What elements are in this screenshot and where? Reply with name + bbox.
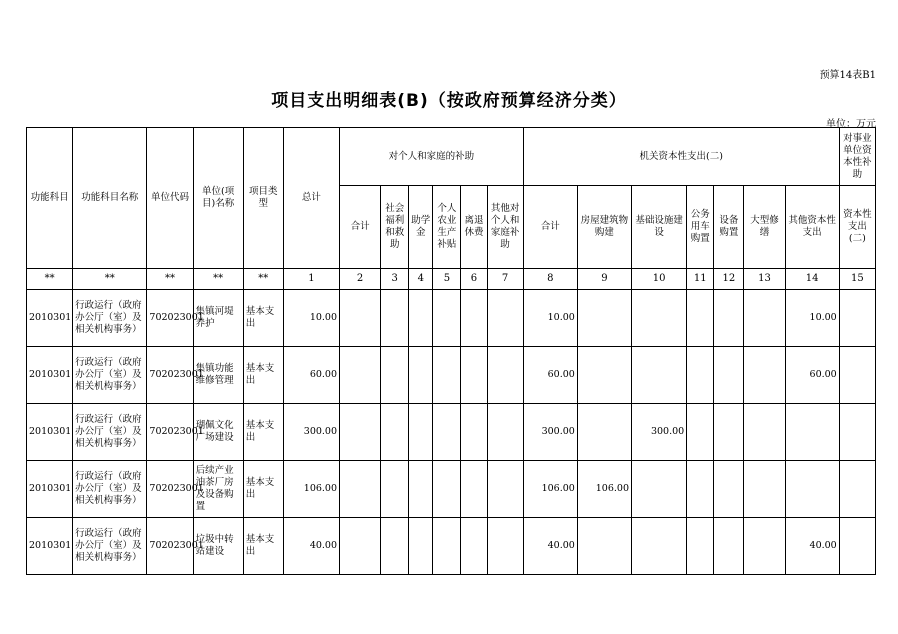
col-p-grant: 助学金: [409, 186, 433, 269]
num-cell: 11: [687, 269, 714, 290]
num-cell: 9: [577, 269, 631, 290]
col-unit-name: 单位(项目)名称: [193, 128, 243, 269]
cell-empty: [433, 404, 461, 461]
cell-empty: [487, 290, 523, 347]
cell-empty: [433, 290, 461, 347]
cell-unit-name: 集镇河堤养护: [193, 290, 243, 347]
num-cell: **: [73, 269, 147, 290]
cell-empty: [487, 347, 523, 404]
group-enterprise: 对事业单位资本性补助: [839, 128, 875, 186]
col-p-retire: 离退休费: [461, 186, 487, 269]
cell-empty: [381, 518, 409, 575]
col-c-building: 房屋建筑物购建: [577, 186, 631, 269]
cell-unit-name: 后续产业油茶厂房及设备购置: [193, 461, 243, 518]
col-total: 总计: [283, 128, 339, 269]
cell-empty: [340, 347, 381, 404]
cell-empty: [340, 290, 381, 347]
col-func-code: 功能科目: [27, 128, 73, 269]
cell-empty: [744, 404, 785, 461]
table-row: [27, 461, 876, 518]
num-cell: **: [193, 269, 243, 290]
cell-unit-code: 702023001: [147, 290, 193, 347]
cell-empty: [461, 404, 487, 461]
cell-empty: [714, 461, 744, 518]
cell-c-other: 60.00: [785, 347, 839, 404]
cell-empty: [744, 290, 785, 347]
cell-total: 10.00: [283, 290, 339, 347]
cell-c-total: 60.00: [523, 347, 577, 404]
cell-func-name: 行政运行（政府办公厅（室）及相关机构事务）: [73, 347, 147, 404]
cell-c-building: [577, 347, 631, 404]
cell-c-other: [785, 461, 839, 518]
cell-empty: [433, 347, 461, 404]
col-p-other: 其他对个人和家庭补助: [487, 186, 523, 269]
cell-func-name: 行政运行（政府办公厅（室）及相关机构事务）: [73, 290, 147, 347]
col-p-agri: 个人农业生产补贴: [433, 186, 461, 269]
cell-empty: [744, 518, 785, 575]
cell-empty: [381, 404, 409, 461]
cell-c-other: [785, 404, 839, 461]
cell-c-building: [577, 518, 631, 575]
cell-proj-type: 基本支出: [243, 347, 283, 404]
num-cell: 10: [632, 269, 687, 290]
num-cell: 3: [381, 269, 409, 290]
cell-c-infra: [632, 518, 687, 575]
column-number-row: [27, 269, 876, 290]
cell-empty: [687, 290, 714, 347]
cell-empty: [839, 518, 875, 575]
table-code: 预算14表B1: [819, 70, 876, 81]
group-capital: 机关资本性支出(二): [523, 128, 839, 186]
num-cell: 13: [744, 269, 785, 290]
num-cell: 4: [409, 269, 433, 290]
cell-func-code: 2010301: [27, 518, 73, 575]
cell-unit-name: 集镇功能维修管理: [193, 347, 243, 404]
cell-empty: [687, 347, 714, 404]
cell-empty: [714, 290, 744, 347]
cell-empty: [487, 461, 523, 518]
cell-func-name: 行政运行（政府办公厅（室）及相关机构事务）: [73, 518, 147, 575]
cell-c-infra: [632, 461, 687, 518]
num-cell: 12: [714, 269, 744, 290]
cell-empty: [687, 461, 714, 518]
col-proj-type: 项目类型: [243, 128, 283, 269]
cell-unit-name: 瑚佩文化广场建设: [193, 404, 243, 461]
cell-c-total: 40.00: [523, 518, 577, 575]
num-cell: 6: [461, 269, 487, 290]
cell-c-other: 10.00: [785, 290, 839, 347]
table-row: [27, 404, 876, 461]
cell-c-building: [577, 404, 631, 461]
cell-c-infra: 300.00: [632, 404, 687, 461]
num-cell: 8: [523, 269, 577, 290]
cell-empty: [409, 290, 433, 347]
cell-empty: [714, 518, 744, 575]
cell-c-total: 300.00: [523, 404, 577, 461]
col-func-name: 功能科目名称: [73, 128, 147, 269]
cell-empty: [839, 404, 875, 461]
col-p-welfare: 社会福利和救助: [381, 186, 409, 269]
cell-empty: [409, 404, 433, 461]
num-cell: 7: [487, 269, 523, 290]
cell-empty: [409, 347, 433, 404]
cell-empty: [433, 518, 461, 575]
cell-empty: [744, 461, 785, 518]
cell-empty: [381, 461, 409, 518]
table-row: [27, 347, 876, 404]
cell-empty: [744, 347, 785, 404]
cell-empty: [461, 290, 487, 347]
num-cell: 1: [283, 269, 339, 290]
num-cell: 14: [785, 269, 839, 290]
cell-empty: [687, 518, 714, 575]
col-c-vehicle: 公务用车购置: [687, 186, 714, 269]
cell-func-name: 行政运行（政府办公厅（室）及相关机构事务）: [73, 461, 147, 518]
cell-unit-code: 702023001: [147, 404, 193, 461]
cell-func-name: 行政运行（政府办公厅（室）及相关机构事务）: [73, 404, 147, 461]
cell-func-code: 2010301: [27, 461, 73, 518]
cell-empty: [839, 290, 875, 347]
col-c-other: 其他资本性支出: [785, 186, 839, 269]
cell-empty: [687, 404, 714, 461]
col-unit-code: 单位代码: [147, 128, 193, 269]
cell-empty: [461, 461, 487, 518]
table-row: [27, 518, 876, 575]
cell-unit-code: 702023001: [147, 461, 193, 518]
cell-empty: [381, 347, 409, 404]
cell-empty: [487, 404, 523, 461]
col-p-total: 合计: [340, 186, 381, 269]
cell-empty: [409, 461, 433, 518]
cell-proj-type: 基本支出: [243, 461, 283, 518]
unit-label: 单位：万元: [826, 119, 876, 130]
cell-c-other: 40.00: [785, 518, 839, 575]
cell-c-building: [577, 290, 631, 347]
cell-unit-name: 垃圾中转站建设: [193, 518, 243, 575]
cell-total: 40.00: [283, 518, 339, 575]
num-cell: **: [27, 269, 73, 290]
cell-empty: [714, 347, 744, 404]
cell-empty: [381, 290, 409, 347]
cell-c-building: 106.00: [577, 461, 631, 518]
cell-proj-type: 基本支出: [243, 404, 283, 461]
num-cell: 15: [839, 269, 875, 290]
cell-func-code: 2010301: [27, 347, 73, 404]
cell-c-total: 106.00: [523, 461, 577, 518]
cell-empty: [340, 404, 381, 461]
col-c-total: 合计: [523, 186, 577, 269]
cell-empty: [714, 404, 744, 461]
num-cell: 5: [433, 269, 461, 290]
cell-func-code: 2010301: [27, 404, 73, 461]
table-row: [27, 290, 876, 347]
num-cell: **: [147, 269, 193, 290]
cell-func-code: 2010301: [27, 290, 73, 347]
cell-proj-type: 基本支出: [243, 518, 283, 575]
cell-empty: [461, 347, 487, 404]
cell-c-infra: [632, 290, 687, 347]
cell-empty: [409, 518, 433, 575]
num-cell: **: [243, 269, 283, 290]
cell-empty: [839, 347, 875, 404]
cell-total: 300.00: [283, 404, 339, 461]
group-personal: 对个人和家庭的补助: [340, 128, 524, 186]
col-c-infra: 基础设施建设: [632, 186, 687, 269]
expenditure-table: [26, 127, 876, 575]
col-c-equip: 设备购置: [714, 186, 744, 269]
cell-empty: [340, 461, 381, 518]
cell-empty: [461, 518, 487, 575]
num-cell: 2: [340, 269, 381, 290]
cell-empty: [487, 518, 523, 575]
cell-unit-code: 702023001: [147, 518, 193, 575]
cell-proj-type: 基本支出: [243, 290, 283, 347]
cell-empty: [340, 518, 381, 575]
cell-c-total: 10.00: [523, 290, 577, 347]
cell-c-infra: [632, 347, 687, 404]
cell-unit-code: 702023001: [147, 347, 193, 404]
cell-empty: [433, 461, 461, 518]
col-e-capital: 资本性支出(二): [839, 186, 875, 269]
cell-total: 60.00: [283, 347, 339, 404]
cell-total: 106.00: [283, 461, 339, 518]
cell-empty: [839, 461, 875, 518]
page-title: 项目支出明细表(B)（按政府预算经济分类）: [271, 91, 627, 111]
col-c-repair: 大型修缮: [744, 186, 785, 269]
